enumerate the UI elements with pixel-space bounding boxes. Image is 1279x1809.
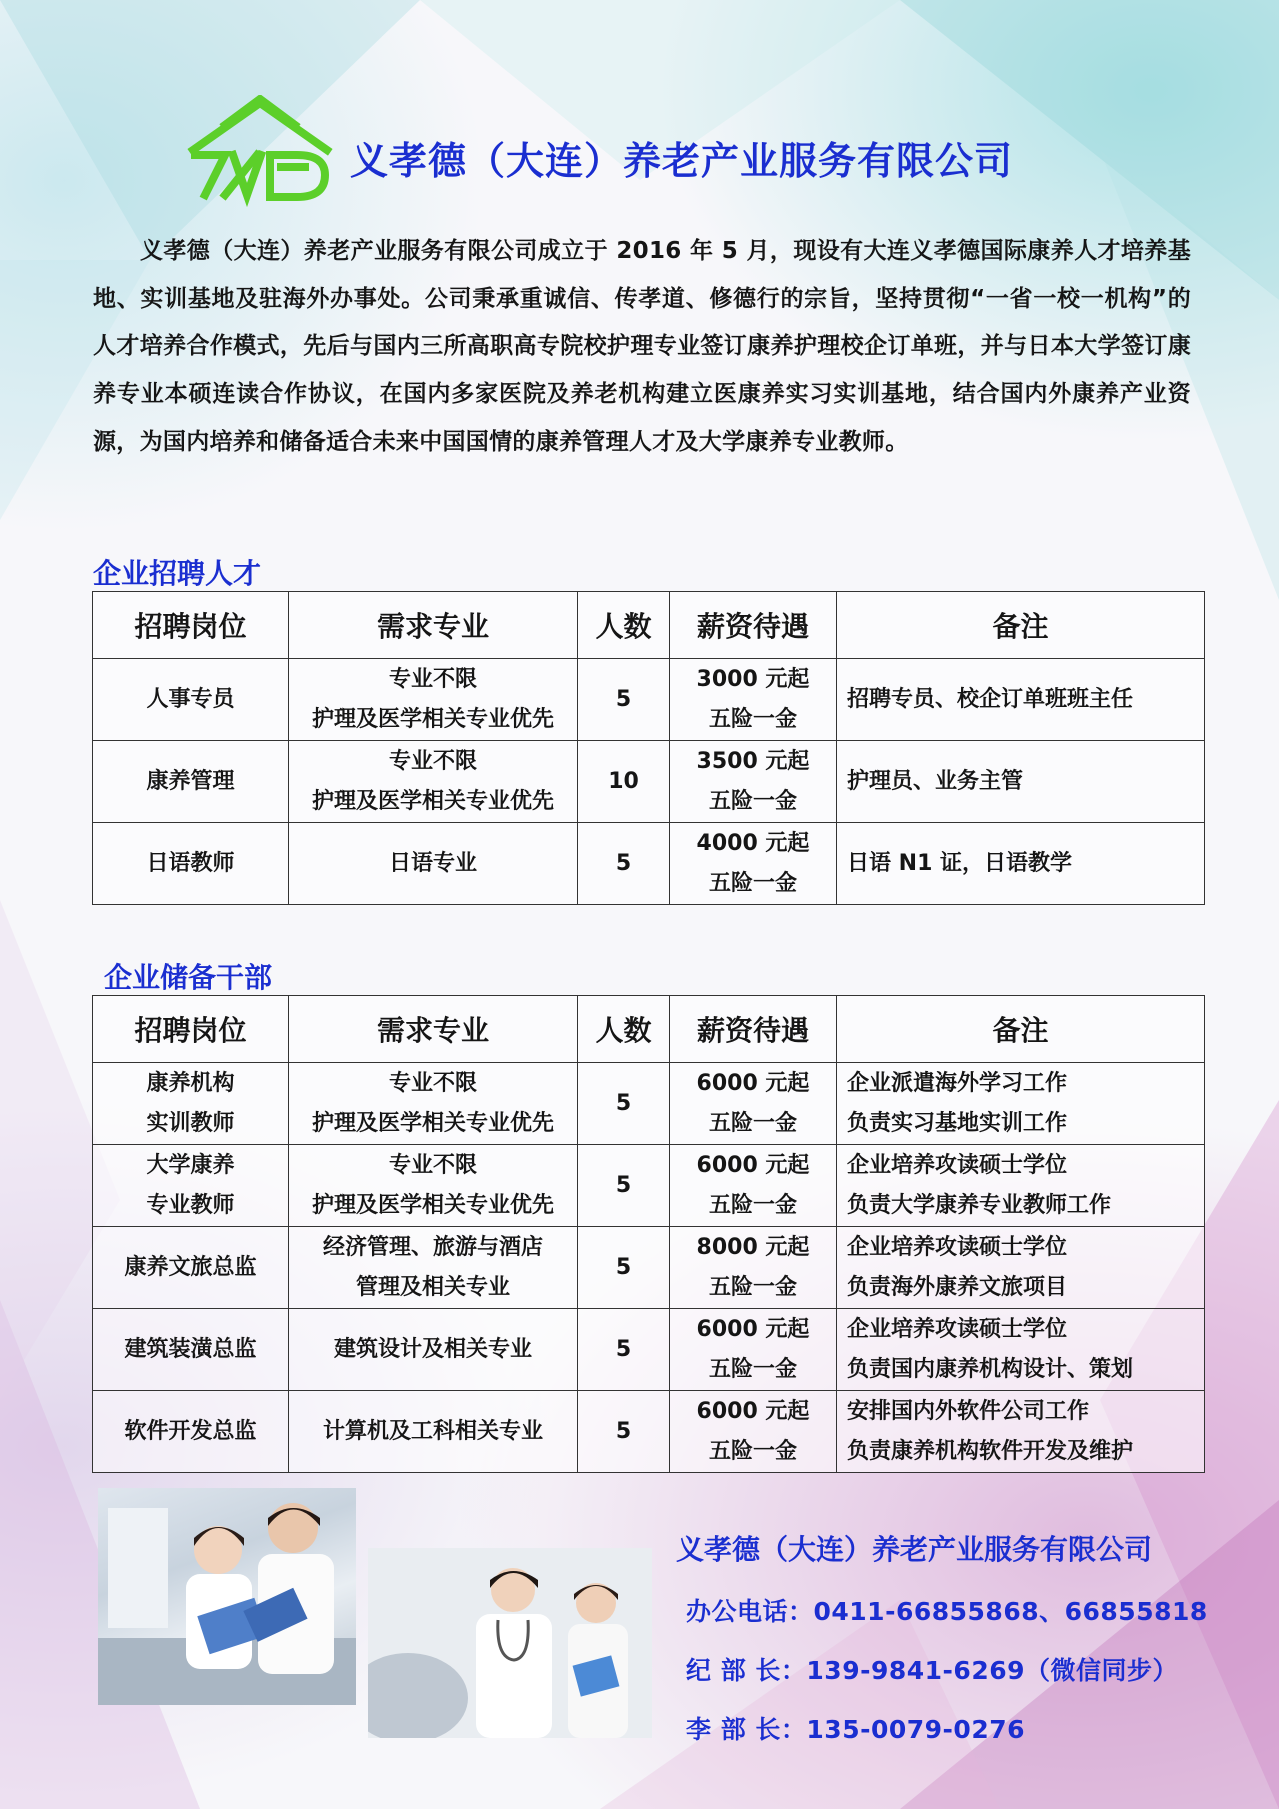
- count-cell: 5: [578, 659, 670, 741]
- salary-cell: 8000 元起 五险一金: [670, 1227, 837, 1309]
- major-cell: 专业不限 护理及医学相关专业优先: [289, 1145, 578, 1227]
- recruit-section-title: 企业招聘人才: [93, 557, 262, 590]
- salary-cell: 3500 元起 五险一金: [670, 741, 837, 823]
- doctor-and-nurse-with-patient-photo: [368, 1548, 652, 1738]
- position-cell: 康养机构 实训教师: [93, 1063, 289, 1145]
- table-header-row: [93, 592, 1205, 659]
- table-header-row: [93, 996, 1205, 1063]
- major-cell: 日语专业: [289, 823, 578, 905]
- table-row: [93, 1145, 1205, 1227]
- count-cell: 5: [578, 1391, 670, 1473]
- header-remark: 备注: [837, 996, 1205, 1063]
- major-cell: 专业不限 护理及医学相关专业优先: [289, 1063, 578, 1145]
- header-salary: 薪资待遇: [670, 996, 837, 1063]
- table-row: [93, 823, 1205, 905]
- header-major: 需求专业: [289, 996, 578, 1063]
- manager-li-phone: 李 部 长：135-0079-0276: [686, 1715, 1026, 1744]
- table-row: [93, 659, 1205, 741]
- remark-cell: 企业培养攻读硕士学位 负责海外康养文旅项目: [837, 1227, 1205, 1309]
- position-cell: 康养管理: [93, 741, 289, 823]
- salary-cell: 6000 元起 五险一金: [670, 1145, 837, 1227]
- position-cell: 建筑装潢总监: [93, 1309, 289, 1391]
- contact-block: [676, 1528, 1208, 1769]
- count-cell: 5: [578, 1063, 670, 1145]
- table-row: [93, 1309, 1205, 1391]
- reserve-table: [92, 995, 1205, 1473]
- header-salary: 薪资待遇: [670, 592, 837, 659]
- header-count: 人数: [578, 592, 670, 659]
- remark-cell: 企业培养攻读硕士学位 负责大学康养专业教师工作: [837, 1145, 1205, 1227]
- remark-cell: 护理员、业务主管: [837, 741, 1205, 823]
- position-cell: 日语教师: [93, 823, 289, 905]
- position-cell: 人事专员: [93, 659, 289, 741]
- major-cell: 专业不限 护理及医学相关专业优先: [289, 659, 578, 741]
- position-cell: 软件开发总监: [93, 1391, 289, 1473]
- major-cell: 建筑设计及相关专业: [289, 1309, 578, 1391]
- major-cell: 专业不限 护理及医学相关专业优先: [289, 741, 578, 823]
- header-count: 人数: [578, 996, 670, 1063]
- position-cell: 大学康养 专业教师: [93, 1145, 289, 1227]
- position-cell: 康养文旅总监: [93, 1227, 289, 1309]
- header-remark: 备注: [837, 592, 1205, 659]
- remark-cell: 安排国内外软件公司工作 负责康养机构软件开发及维护: [837, 1391, 1205, 1473]
- manager-ji-phone: 纪 部 长：139-9841-6269（微信同步）: [686, 1656, 1179, 1685]
- nurses-holding-folders-photo: [98, 1488, 356, 1705]
- header-position: 招聘岗位: [93, 592, 289, 659]
- office-phone: 办公电话：0411-66855868、66855818: [686, 1597, 1208, 1626]
- reserve-section-title: 企业储备干部: [104, 961, 273, 994]
- salary-cell: 6000 元起 五险一金: [670, 1391, 837, 1473]
- table-row: [93, 1227, 1205, 1309]
- count-cell: 10: [578, 741, 670, 823]
- table-row: [93, 1063, 1205, 1145]
- count-cell: 5: [578, 1227, 670, 1309]
- remark-cell: 日语 N1 证，日语教学: [837, 823, 1205, 905]
- remark-cell: 招聘专员、校企订单班班主任: [837, 659, 1205, 741]
- count-cell: 5: [578, 823, 670, 905]
- salary-cell: 6000 元起 五险一金: [670, 1063, 837, 1145]
- company-logo: [185, 95, 335, 210]
- company-title: 义孝德（大连）养老产业服务有限公司: [350, 139, 1014, 183]
- count-cell: 5: [578, 1309, 670, 1391]
- header-position: 招聘岗位: [93, 996, 289, 1063]
- major-cell: 计算机及工科相关专业: [289, 1391, 578, 1473]
- salary-cell: 6000 元起 五险一金: [670, 1309, 837, 1391]
- house-roof-logo-icon: [185, 95, 335, 210]
- header-major: 需求专业: [289, 592, 578, 659]
- salary-cell: 3000 元起 五险一金: [670, 659, 837, 741]
- count-cell: 5: [578, 1145, 670, 1227]
- recruit-table: [92, 591, 1205, 905]
- company-intro: 义孝德（大连）养老产业服务有限公司成立于 2016 年 5 月，现设有大连义孝德国际康养人才培养基地、实训基地及驻海外办事处。公司秉承重诚信、传孝道、修德行的宗旨，坚持贯彻“一省一校一机构”的人才培养合作模式，先后与国内三所高职高专院校护理专业签订康养护理校企订单班，并与日本大学签订康养专业本硕连读合作协议，在国内多家医院及养老机构建立医康养实习实训基地，结合国内外康养产业资源，为国内培养和储备适合未来中国国情的康养管理人才及大学康养专业教师。: [93, 238, 1191, 455]
- remark-cell: 企业培养攻读硕士学位 负责国内康养机构设计、策划: [837, 1309, 1205, 1391]
- salary-cell: 4000 元起 五险一金: [670, 823, 837, 905]
- table-row: [93, 741, 1205, 823]
- contact-company-name: 义孝德（大连）养老产业服务有限公司: [676, 1533, 1153, 1566]
- table-row: [93, 1391, 1205, 1473]
- remark-cell: 企业派遣海外学习工作 负责实习基地实训工作: [837, 1063, 1205, 1145]
- major-cell: 经济管理、旅游与酒店 管理及相关专业: [289, 1227, 578, 1309]
